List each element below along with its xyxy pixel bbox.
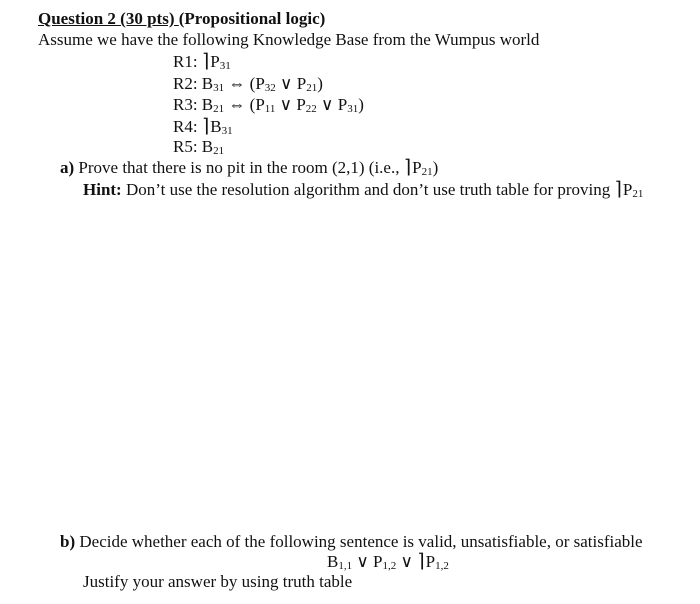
rule-r5 [173, 137, 224, 157]
part-b-justify: Justify your answer by using truth table [83, 572, 353, 591]
part-a-text [74, 158, 438, 177]
rule-r2 [173, 74, 323, 94]
subscript: 32 [264, 82, 276, 94]
part-b-question [60, 532, 643, 552]
negation-symbol: ⌉ [201, 51, 210, 72]
subscript: 21 [632, 188, 644, 200]
subscript: 21 [213, 145, 225, 157]
text-segment: R1: [173, 52, 202, 71]
part-a-hint [83, 180, 643, 200]
text-segment: Don’t use the resolution algorithm and don’t use truth table for proving [121, 180, 615, 199]
part-b-formula [327, 552, 449, 572]
subscript: 1,1 [338, 560, 353, 572]
rule-r1 [173, 52, 231, 72]
text-segment: B [327, 552, 339, 571]
text-segment: Prove that there is no pit in the room (2,1) (i.e., [74, 158, 404, 177]
text-segment: P [425, 552, 436, 571]
text-segment: R3: B [173, 95, 214, 114]
text-segment: ∨ P [316, 95, 348, 114]
negation-symbol: ⌉ [403, 157, 412, 178]
subscript: 31 [213, 82, 225, 94]
text-segment: P [412, 158, 422, 177]
text-segment: ) [432, 158, 439, 177]
rule-r3 [173, 95, 364, 115]
part-a-label: a) [60, 158, 75, 177]
negation-symbol: ⌉ [614, 179, 622, 200]
text-segment: R5: B [173, 137, 214, 156]
part-b-label: b) [60, 532, 76, 551]
text-segment: ) [317, 74, 323, 93]
subscript: 11 [264, 103, 276, 115]
text-segment: ) [358, 95, 364, 114]
hint-label: Hint: [83, 180, 122, 199]
subscript: 31 [219, 60, 231, 72]
text-segment: ⇔ (P [224, 74, 265, 93]
subscript: 31 [221, 125, 233, 137]
negation-symbol: ⌉ [201, 116, 210, 137]
text-segment: P [622, 180, 633, 199]
question-number: Question 2 (30 pts) [38, 9, 179, 28]
subscript: 21 [421, 166, 433, 178]
question-topic: (Propositional logic) [178, 9, 326, 28]
subscript: 31 [347, 103, 359, 115]
text-segment: R4: [173, 117, 202, 136]
subscript: 22 [305, 103, 317, 115]
hint-text [122, 180, 644, 199]
text-segment: ∨ P [275, 74, 307, 93]
subscript: 21 [306, 82, 318, 94]
intro-text: Assume we have the following Knowledge Base from the Wumpus world [38, 30, 540, 49]
part-a-question [60, 158, 438, 178]
text-segment: P [210, 52, 220, 71]
question-title [38, 9, 325, 29]
part-b-text: Decide whether each of the following sentence is valid, unsatisfiable, or satisfiable [75, 532, 643, 551]
text-segment: R2: B [173, 74, 214, 93]
subscript: 21 [213, 103, 225, 115]
text-segment: ⇔ (P [224, 95, 265, 114]
text-segment: B [210, 117, 222, 136]
subscript: 1,2 [435, 560, 449, 572]
negation-symbol: ⌉ [417, 551, 425, 572]
subscript: 1,2 [382, 560, 397, 572]
text-segment: ∨ P [352, 552, 383, 571]
rule-r4 [173, 117, 233, 137]
text-segment: ∨ [396, 552, 418, 571]
text-segment: ∨ P [275, 95, 306, 114]
